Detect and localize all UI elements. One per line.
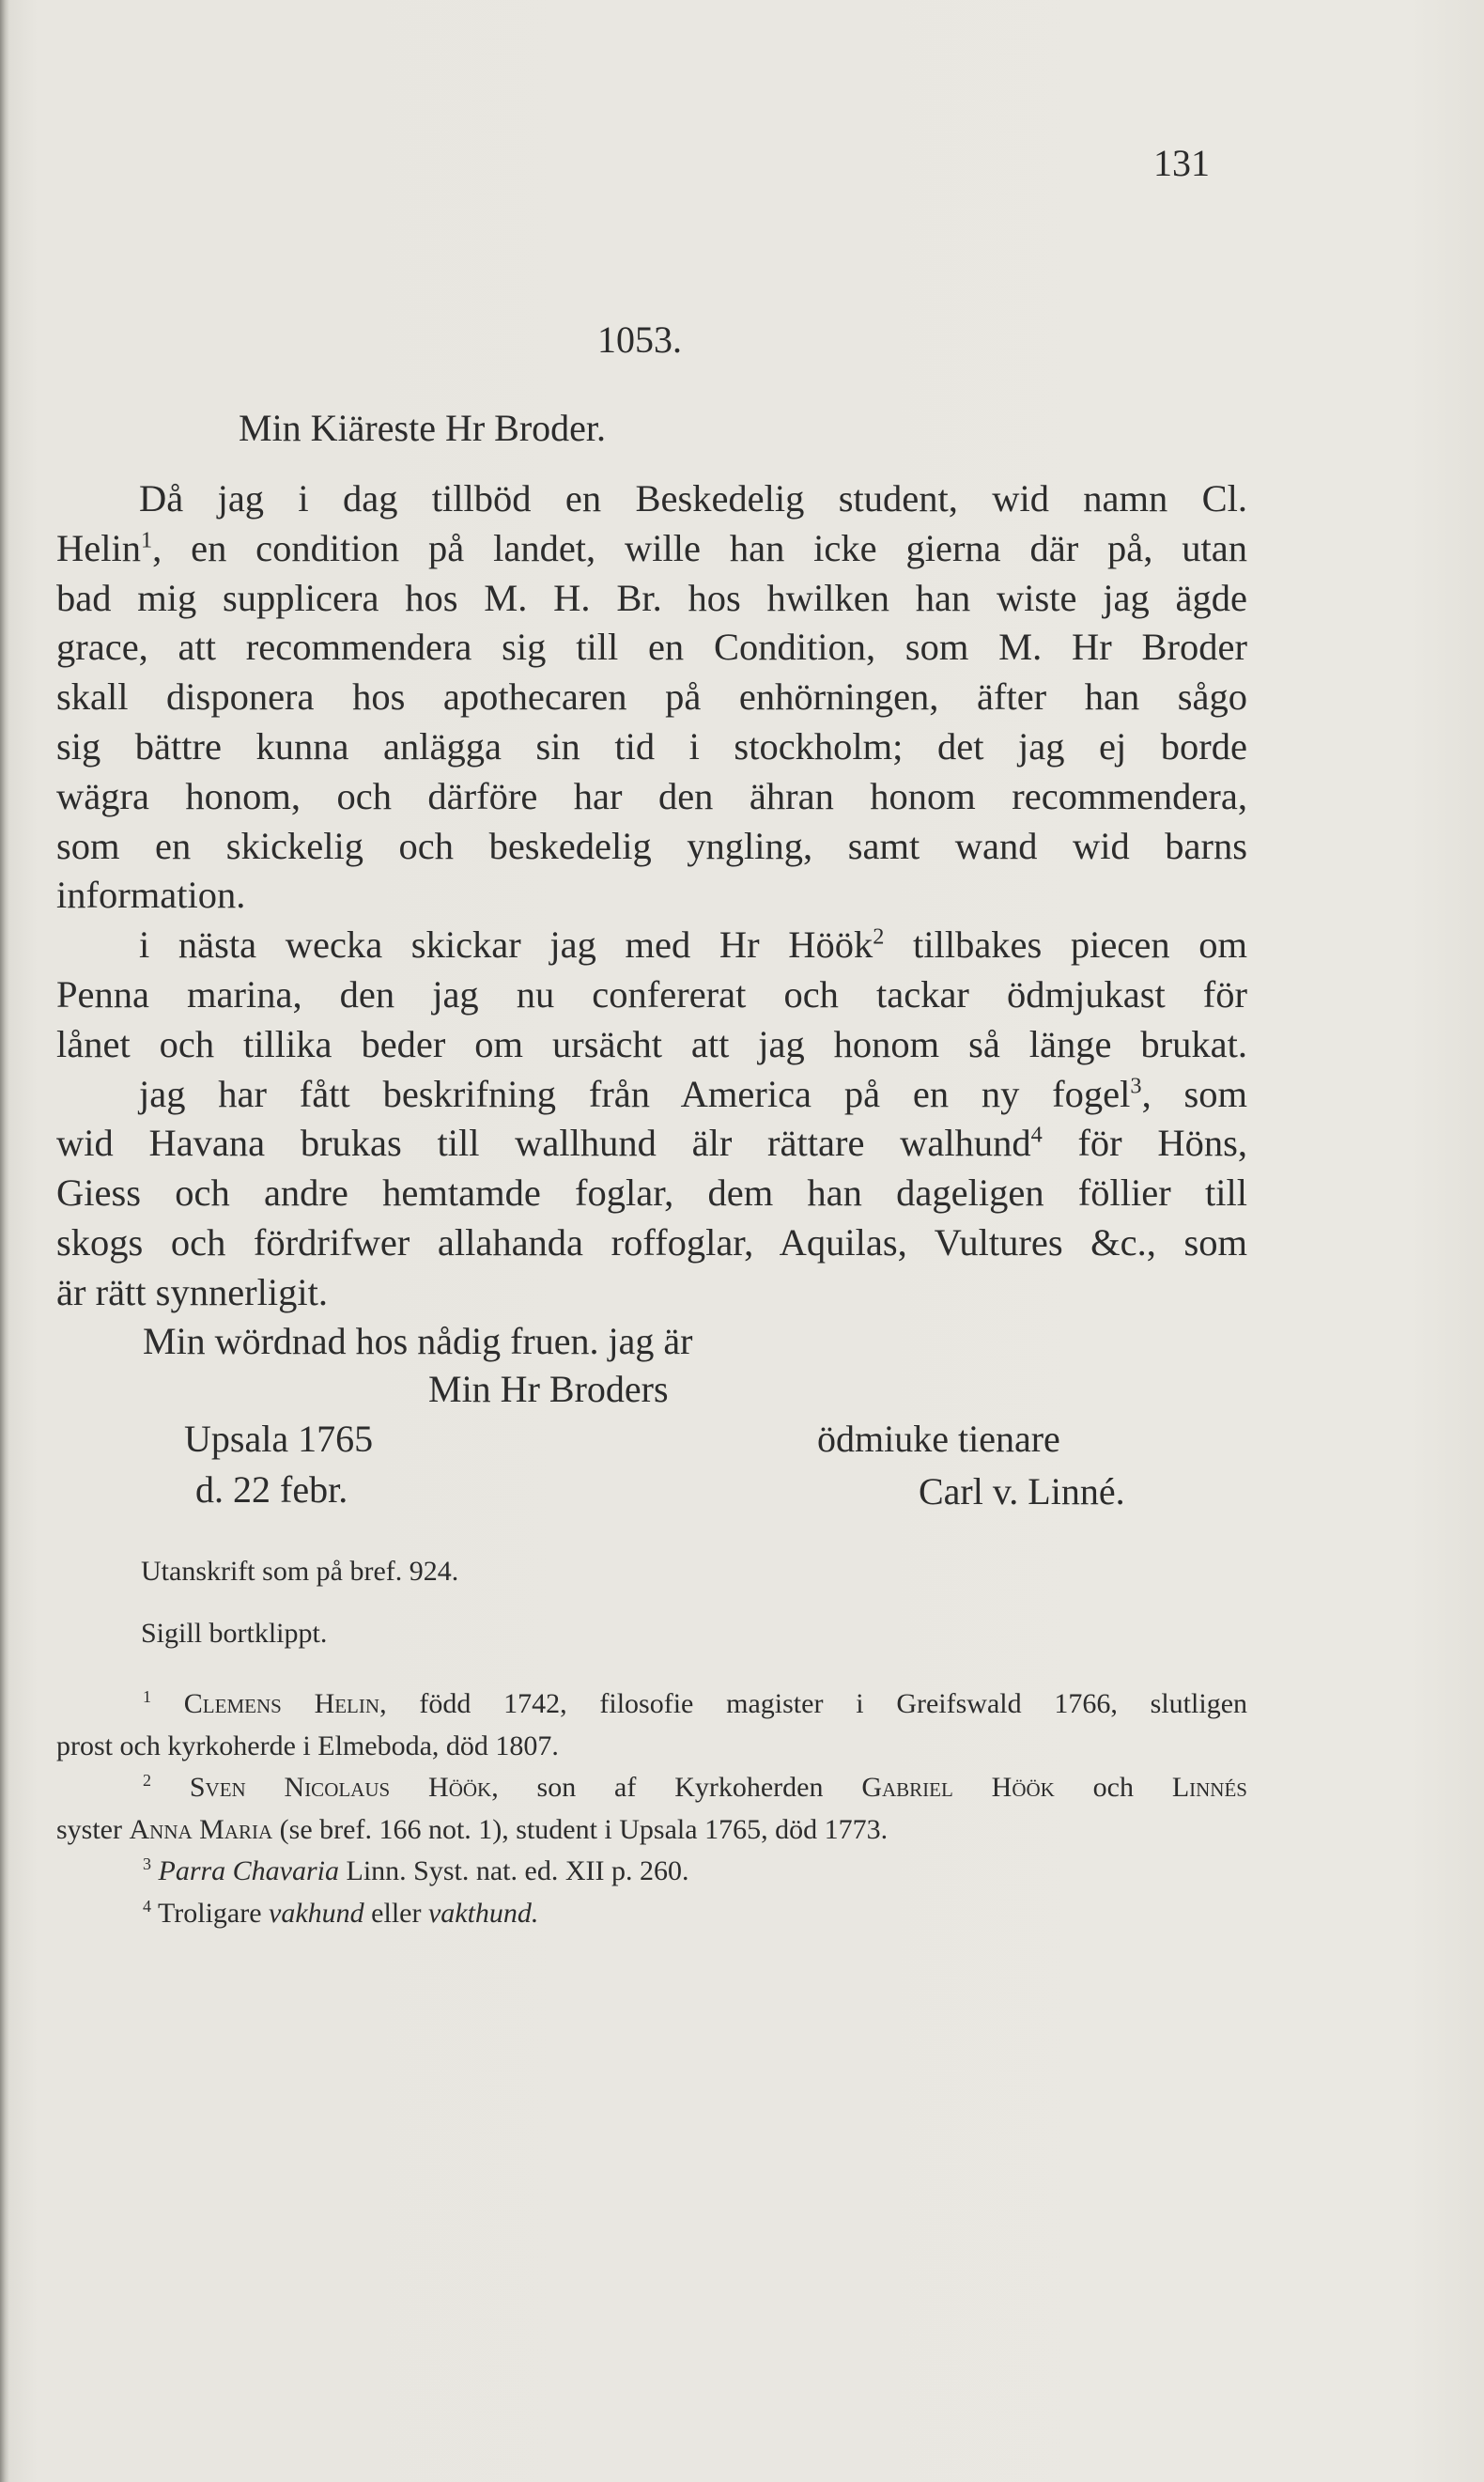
letter-line: lånet och tillika beder om ursächt att jag honom så länge brukat. <box>56 1022 1247 1065</box>
letter-line: skogs och fördrifwer allahanda roffoglar, Aquilas, Vultures &c., som <box>56 1220 1247 1264</box>
address-note: Utanskrift som på bref. 924. <box>141 1556 459 1587</box>
footnote-ref: 4 <box>1030 1122 1043 1148</box>
letter-line: som en skickelig och beskedelig yngling, samt wand wid barns <box>56 824 1247 867</box>
letter-number: 1053. <box>597 318 682 361</box>
footnote-person: Sven Nicolaus Höök <box>189 1772 492 1803</box>
letter-line: är rätt synnerligit. <box>56 1270 329 1313</box>
footnote: $^1$ Clemens Helin, född 1742, filosofie magister i Greifswald 1766, slutligen <box>143 1687 1248 1719</box>
seal-note: Sigill bortklippt. <box>141 1618 328 1649</box>
footnote: $^3$ Parra Chavaria Linn. Syst. nat. ed. XII p. 260. <box>143 1854 689 1886</box>
footnote-continuation: syster Anna Maria (se bref. 166 not. 1), student i Upsala 1765, död 1773. <box>56 1813 889 1845</box>
footnote-person: Clemens Helin <box>183 1688 380 1719</box>
letter-line: wägra honom, och därföre har den ähran honom recommendera, <box>56 774 1247 817</box>
page-edge-shadow <box>0 0 9 2482</box>
letter-date: d. 22 febr. <box>195 1468 348 1511</box>
letter-line: Penna marina, den jag nu confererat och tackar ödmjukast för <box>56 972 1247 1016</box>
letter-body <box>56 474 1247 1318</box>
footnote-ref: 1 <box>140 527 153 553</box>
footnote-person: Linnés <box>1171 1772 1247 1803</box>
letter-line: wid Havana brukas till wallhund älr rättare walhund$^4$ för Höns, <box>56 1122 1247 1165</box>
footnote: $^4$ Troligare vakhund eller vakthund. <box>143 1896 539 1929</box>
letter-line: bad mig supplicera hos M. H. Br. hos hwilken han wiste jag ägde <box>56 576 1247 619</box>
letter-line: Giess och andre hemtamde foglar, dem han dageligen föllier till <box>56 1171 1247 1215</box>
closing-line: Min wördnad hos nådig fruen. jag är <box>143 1320 693 1362</box>
letter-line: sig bättre kunna anlägga sin tid i stockholm; det jag ej borde <box>56 724 1247 768</box>
footnote-ref: 2 <box>873 923 885 950</box>
footnote-person: Anna Maria <box>129 1813 273 1845</box>
page-number: 131 <box>1153 142 1210 184</box>
letter-line: Då jag i dag tillböd en Beskedelig student, wid namn Cl. <box>139 477 1247 520</box>
valediction: ödmiuke tienare <box>817 1418 1060 1460</box>
letter-line: jag har fått beskrifning från America på en ny fogel$^3$, som <box>139 1072 1248 1115</box>
letter-place: Upsala 1765 <box>184 1418 374 1460</box>
letter-line: i nästa wecka skickar jag med Hr Höök$^2$ tillbakes piecen om <box>139 923 1247 967</box>
letter-line: information. <box>56 874 246 917</box>
letter-line: skall disponera hos apothecaren på enhörningen, äfter han sågo <box>56 675 1247 719</box>
letter-line: grace, att recommendera sig till en Condition, som M. Hr Broder <box>56 626 1247 669</box>
footnote-person: Gabriel Höök <box>861 1772 1055 1803</box>
salutation: Min Kiäreste Hr Broder. <box>239 407 607 449</box>
signature: Carl v. Linné. <box>919 1470 1125 1512</box>
species-name: Parra Chavaria <box>158 1855 340 1886</box>
footnote-ref: 3 <box>1130 1073 1142 1099</box>
footnote: $^2$ Sven Nicolaus Höök, son af Kyrkoherden Gabriel Höök och Linnés <box>143 1771 1247 1803</box>
letter-line: Helin$^1$, en condition på landet, wille han icke gierna där på, utan <box>56 526 1247 569</box>
footnote-continuation: prost och kyrkoherde i Elmeboda, död 1807. <box>56 1730 559 1761</box>
closing-line: Min Hr Broders <box>428 1368 669 1410</box>
footnotes <box>56 1683 1247 1934</box>
